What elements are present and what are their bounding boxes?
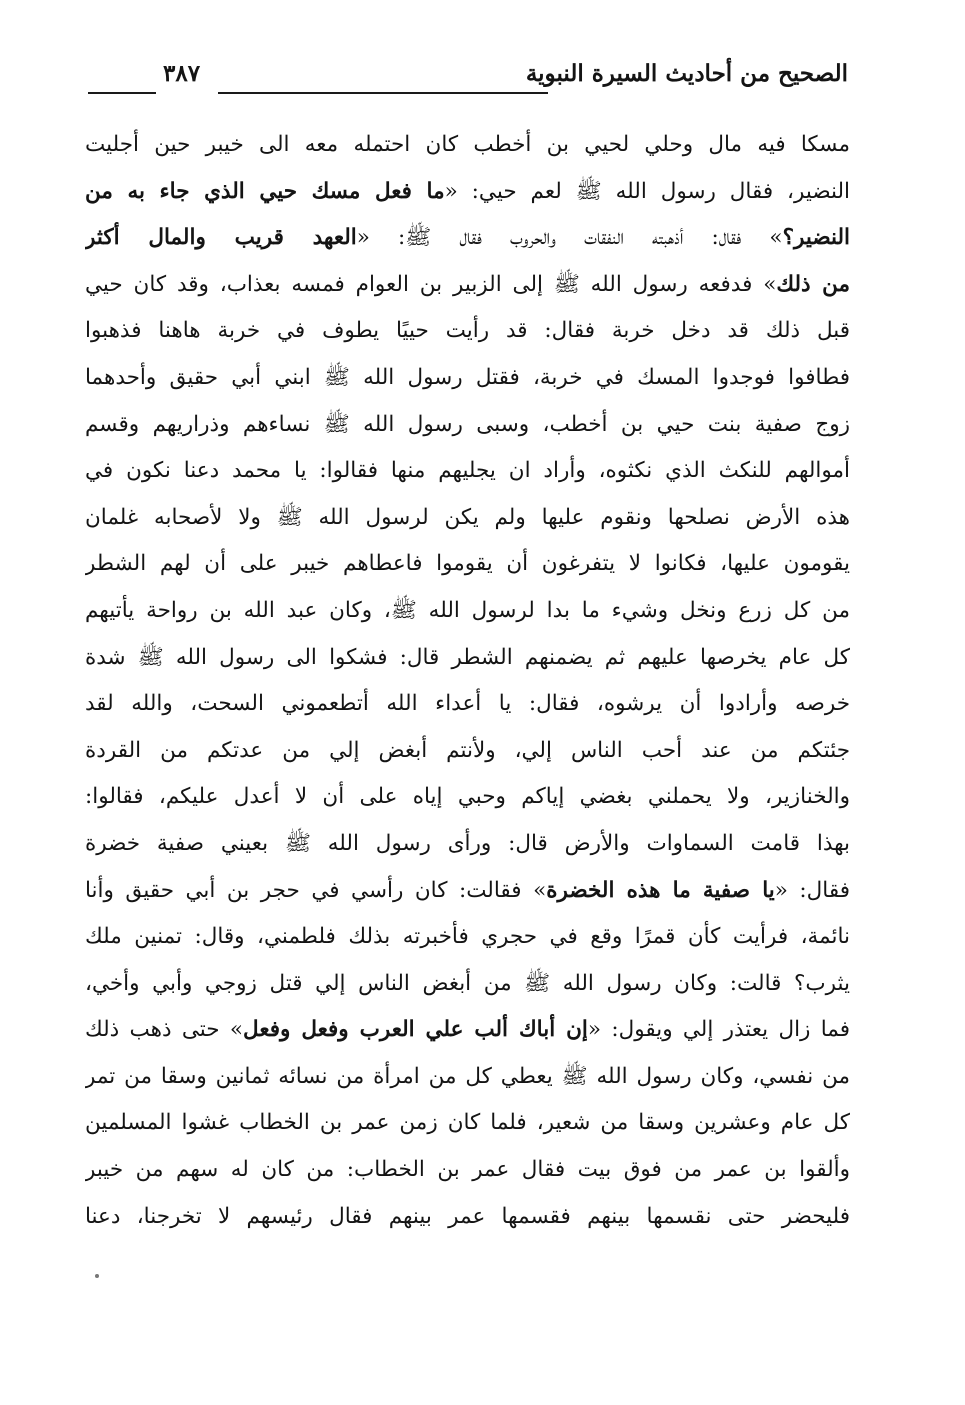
text-line-5: قبل ذلك قد دخل خربة فقال: قد رأيت حييًا يطوف في خربة هاهنا فذهبوا	[85, 318, 850, 344]
text-line-24: فليحضر حتى نقسمها بينهم فقسمها عمر بينهم فقال رئيسهم لا تخرجنا، دعنا	[85, 1203, 850, 1229]
text-line-4: من ذلك» فدفعه رسول الله ﷺ إلى الزبير بن العوام فمسه بعذاب، وقد كان حيي	[85, 271, 850, 297]
text-line-19: يثرب؟ قالت: وكان رسول الله ﷺ من أبغض الناس إلي قتل زوجي وأبي وأخي،	[85, 970, 850, 996]
text-line-15: والخنازير، ولا يحملني بغضي إياكم وحبي إياه على أن لا أعدل عليكم، فقالوا:	[85, 784, 850, 810]
bold-quote: إن أباك ألب علي العرب وفعل وفعل	[243, 1017, 588, 1043]
bold-quote: من ذلك	[776, 271, 850, 297]
text-line-10: يقومون عليها، فكانوا لا يتفرغون أن يقوموا فاعطاهم خيبر على أن لهم الشطر	[85, 551, 850, 577]
text-line-2: النضير، فقال رسول الله ﷺ لعم حيي: «ما فعل مسك حيي الذي جاء به من	[85, 178, 850, 204]
bold-quote: النضير؟	[782, 225, 850, 251]
text-line-11: من كل زرع ونخل وشيء ما بدا لرسول الله ﷺ، وكان عبد الله بن رواحة يأتيهم	[85, 597, 850, 623]
text-line-8: أموالهم للنكث الذي نكثوه، وأراد ان يجليهم منها فقالوا: يا محمد دعنا نكون في	[85, 458, 850, 484]
scan-speck	[95, 1274, 99, 1278]
text-line-23: وألقوا بن عمر من فوق بيت فقال عمر بن الخطاب: من كان له سهم من خيبر	[85, 1157, 850, 1183]
text-line-13: خرصه وأرادوا أن يرشوه، فقال: يا أعداء الله أتطعموني السحت، والله لقد	[85, 691, 850, 717]
text-line-22: كل عام وعشرين وسقا من شعير، فلما كان زمن عمر بن الخطاب غشوا المسلمين	[85, 1110, 850, 1136]
header-rule-left	[88, 92, 156, 94]
text-line-7: زوج صفية بنت حيي بن أخطب، وسبى رسول الله ﷺ نساءهم وذراريهم وقسم	[85, 411, 850, 437]
bold-quote: العهد قريب والمال أكثر	[85, 225, 357, 251]
header-rule-right	[218, 92, 548, 94]
page-header	[88, 58, 848, 98]
body-text	[85, 122, 850, 1240]
text-line-14: جئتكم من عند أحب الناس إلي، ولأنتم أبغض إلي من عدتكم من القردة	[85, 737, 850, 763]
text-line-3: النضير؟» فقال: أذهبته النفقات والحروب فقال ﷺ: «العهد قريب والمال أكثر	[85, 225, 850, 251]
bold-quote: ما فعل مسك حيي الذي جاء به من	[85, 178, 445, 204]
text-line-20: فما زال يعتذر إلي ويقول: «إن أباك ألب علي العرب وفعل وفعل» حتى ذهب ذلك	[85, 1017, 850, 1043]
text-line-16: بهذا قامت السماوات والأرض قال: ورأى رسول الله ﷺ بعيني صفية خضرة	[85, 830, 850, 856]
running-title: الصحيح من أحاديث السيرة النبوية	[525, 60, 848, 87]
text-line-1: مسكا فيه مال وحلي لحيي بن أخطب كان احتمله معه الى خيبر حين أجليت	[85, 132, 850, 157]
text-line-6: فطافوا فوجدوا المسك في خربة، فقتل رسول الله ﷺ ابني أبي حقيق وأحدهما	[85, 364, 850, 390]
bold-quote: يا صفية ما هذه الخضرة	[546, 877, 775, 903]
text-line-21: من نفسي، وكان رسول الله ﷺ يعطي كل من امرأة من نسائه ثمانين وسقا من تمر	[85, 1063, 850, 1089]
text-line-18: نائمة، فرأيت كأن قمرًا وقع في حجري فأخبرته بذلك فلطمني، وقال: تمنين ملك	[85, 924, 850, 950]
page-number: ٣٨٧	[163, 60, 201, 87]
text-line-17: فقال: «يا صفية ما هذه الخضرة» فقالت: كان رأسي في حجر بن أبي حقيق وأنا	[85, 877, 850, 903]
text-line-12: كل عام يخرصها عليهم ثم يضمنهم الشطر قال: فشكوا الى رسول الله ﷺ شدة	[85, 644, 850, 670]
text-line-9: هذه الأرض نصلحها ونقوم عليها ولم يكن لرسول الله ﷺ ولا لأصحابه غلمان	[85, 504, 850, 530]
